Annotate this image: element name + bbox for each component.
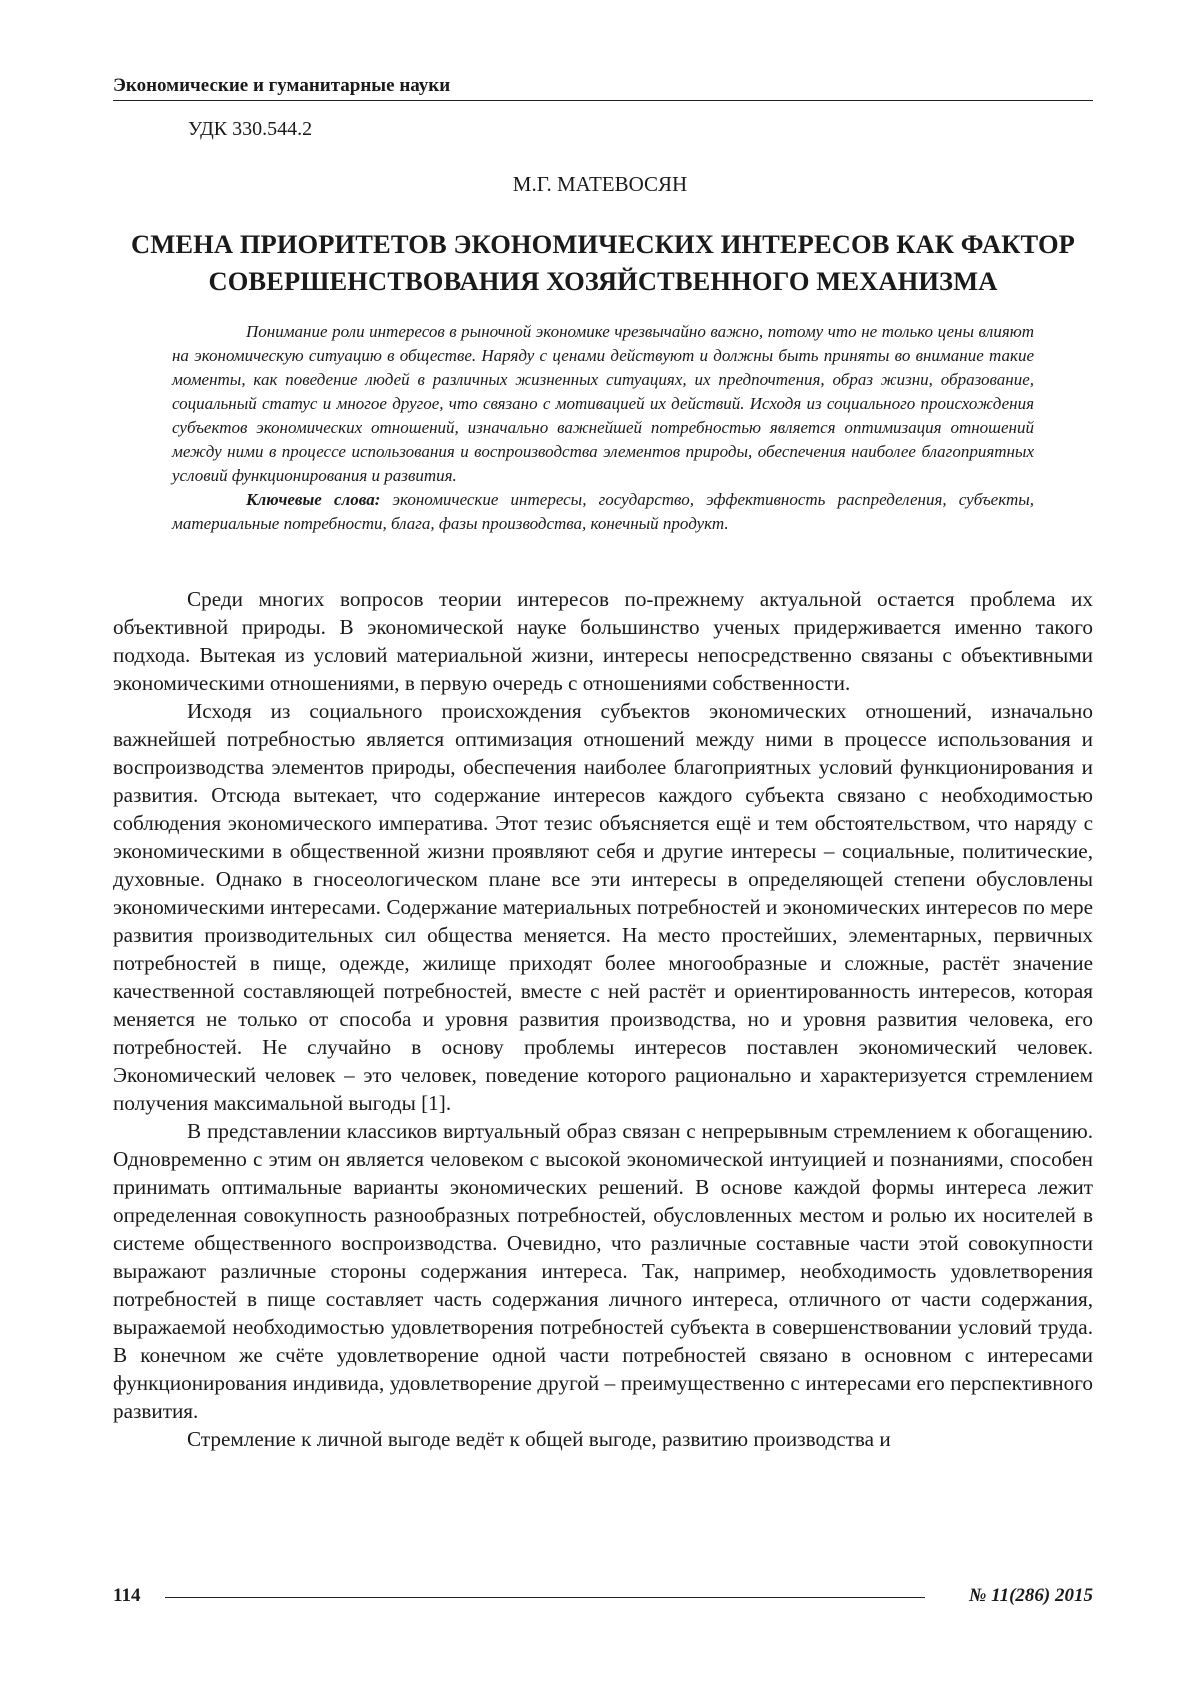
body-paragraph: Исходя из социального происхождения субъектов экономических отношений, изначально важнейшей потребностью является оптимизация отношений между ними в процессе использования и воспроизводства элементов природы, обеспечения наиболее благоприятных условий функционирования и развития. Отсюда вытекает, что содержание интересов каждого субъекта связано с необходимостью соблюдения экономического императива. Этот тезис объясняется ещё и тем обстоятельством, что наряду с экономическими в общественной жизни проявляют себя и другие интересы – социальные, политические, духовные. Однако в гносеологическом плане все эти интересы в определяющей степени обусловлены экономическими интересами. Содержание материальных потребностей и экономических интересов по мере развития производительных сил общества меняется. На место простейших, элементарных, первичных потребностей в пище, одежде, жилище приходят более многообразные и сложные, растёт значение качественной составляющей потребностей, вместе с ней растёт и ориентированность интересов, которая меняется не только от способа и уровня развития производства, но и уровня развития человека, его потребностей. Не случайно в основу проблемы интересов поставлен экономический человек. Экономический человек – это человек, поведение которого рационально и характеризуется стремлением получения максимальной выгоды [1]. [113, 697, 1093, 1117]
issue-number: № 11(286) 2015 [969, 1584, 1093, 1608]
keywords [172, 488, 1034, 536]
keywords-label: Ключевые слова: [246, 490, 380, 509]
body-paragraph: Стремление к личной выгоде ведёт к общей выгоде, развитию производства и [113, 1425, 1093, 1453]
journal-page [0, 0, 1200, 1698]
abstract-text: Понимание роли интересов в рыночной экономике чрезвычайно важно, потому что не только цены влияют на экономическую ситуацию в обществе. Наряду с ценами действуют и должны быть приняты во внимание такие моменты, как поведение людей в различных жизненных ситуациях, их предпочтения, образ жизни, образование, социальный статус и многое другое, что связано с мотивацией их действий. Исходя из социального происхождения субъектов экономических отношений, изначально важнейшей потребностью является оптимизация отношений между ними в процессе использования и воспроизводства элементов природы, обеспечения наиболее благоприятных условий функционирования и развития. [172, 320, 1034, 488]
body-paragraph: Среди многих вопросов теории интересов по-прежнему актуальной остается проблема их объективной природы. В экономической науке большинство ученых придерживается именно такого подхода. Вытекая из условий материальной жизни, интересы непосредственно связаны с объективными экономическими отношениями, в первую очередь с отношениями собственности. [113, 585, 1093, 697]
article-body [113, 585, 1093, 1453]
footer-rule [165, 1597, 925, 1598]
body-paragraph: В представлении классиков виртуальный образ связан с непрерывным стремлением к обогащению. Одновременно с этим он является человеком с высокой экономической интуицией и познаниями, способен принимать оптимальные варианты экономических решений. В основе каждой формы интереса лежит определенная совокупность разнообразных потребностей, обусловленных местом и ролью их носителей в системе общественного воспроизводства. Очевидно, что различные составные части этой совокупности выражают различные стороны содержания интереса. Так, например, необходимость удовлетворения потребностей в пище составляет часть содержания личного интереса, отличного от части содержания, выражаемой необходимостью удовлетворения потребностей субъекта в совершенствовании условий труда. В конечном же счёте удовлетворение одной части потребностей связано в основном с интересами функционирования индивида, удовлетворение другой – преимущественно с интересами его перспективного развития. [113, 1117, 1093, 1425]
keywords-list: экономические интересы, государство, эффективность распределения, субъекты, материальные потребности, блага, фазы производства, конечный продукт. [172, 490, 1034, 533]
article-title: СМЕНА ПРИОРИТЕТОВ ЭКОНОМИЧЕСКИХ ИНТЕРЕСОВ КАК ФАКТОР СОВЕРШЕНСТВОВАНИЯ ХОЗЯЙСТВЕННОГО МЕХАНИЗМА [113, 226, 1093, 300]
page-number: 114 [113, 1584, 140, 1608]
running-head: Экономические и гуманитарные науки [113, 74, 1093, 101]
abstract [172, 320, 1034, 536]
page-footer [113, 1584, 1093, 1610]
author-name: М.Г. МАТЕВОСЯН [0, 171, 1200, 197]
udc-code: УДК 330.544.2 [188, 116, 312, 142]
